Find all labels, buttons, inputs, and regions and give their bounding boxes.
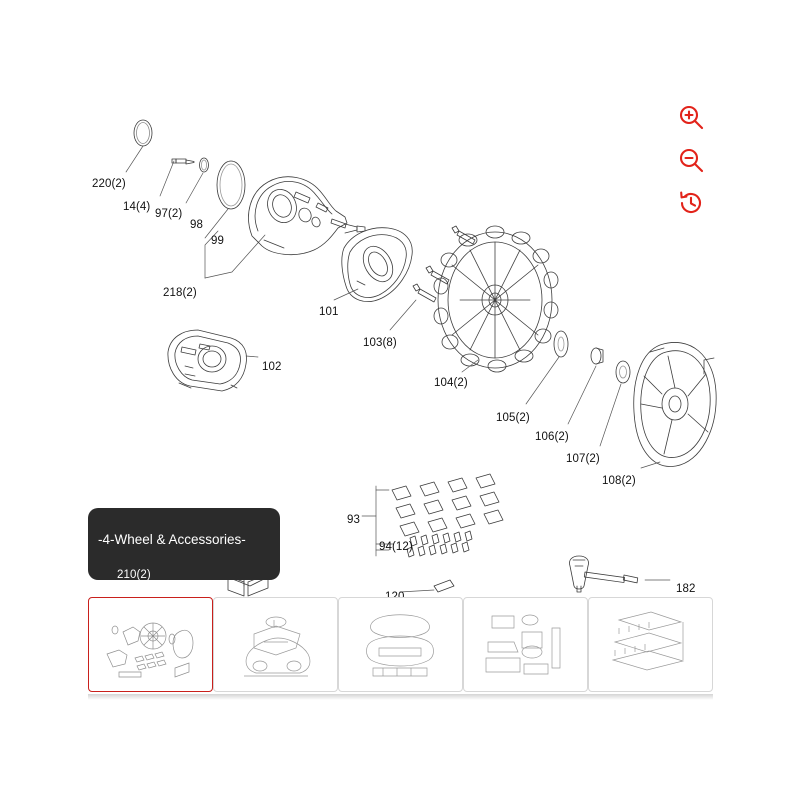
zoom-out-icon: [681, 150, 702, 171]
callout-14: 14(4): [123, 201, 151, 213]
thumbnail-battery-pack[interactable]: [588, 597, 713, 692]
zoom-in-icon: [681, 107, 702, 128]
callout-97: 97(2): [155, 208, 183, 220]
page-title: -4-Wheel & Accessories-: [98, 532, 246, 547]
callout-105: 105(2): [496, 412, 530, 424]
callout-108: 108(2): [602, 475, 636, 487]
zoom-out-button[interactable]: [676, 145, 706, 175]
history-reset-icon: [681, 193, 700, 212]
filmstrip[interactable]: [88, 597, 713, 692]
callout-104: 104(2): [434, 377, 468, 389]
callout-99: 99: [211, 235, 224, 247]
callout-94: 94(12): [379, 541, 413, 553]
filmstrip-shadow: [88, 694, 713, 700]
thumbnail-drive-module[interactable]: [463, 597, 588, 692]
callout-102: 102: [262, 361, 282, 373]
zoom-in-button[interactable]: [676, 102, 706, 132]
thumbnail-wheel-accessories[interactable]: [88, 597, 213, 692]
callout-106: 106(2): [535, 431, 569, 443]
callout-103: 103(8): [363, 337, 397, 349]
callout-107: 107(2): [566, 453, 600, 465]
callout-93: 93: [347, 514, 360, 526]
thumbnail-body-cover[interactable]: [338, 597, 463, 692]
callout-98: 98: [190, 219, 203, 231]
thumbnail-chassis-assembly[interactable]: [213, 597, 338, 692]
callout-220: 220(2): [92, 178, 126, 190]
callout-210: 210(2): [117, 569, 151, 581]
callout-101: 101: [319, 306, 339, 318]
reset-view-button[interactable]: [676, 188, 706, 218]
callout-218: 218(2): [163, 287, 197, 299]
callout-182: 182: [676, 583, 696, 595]
